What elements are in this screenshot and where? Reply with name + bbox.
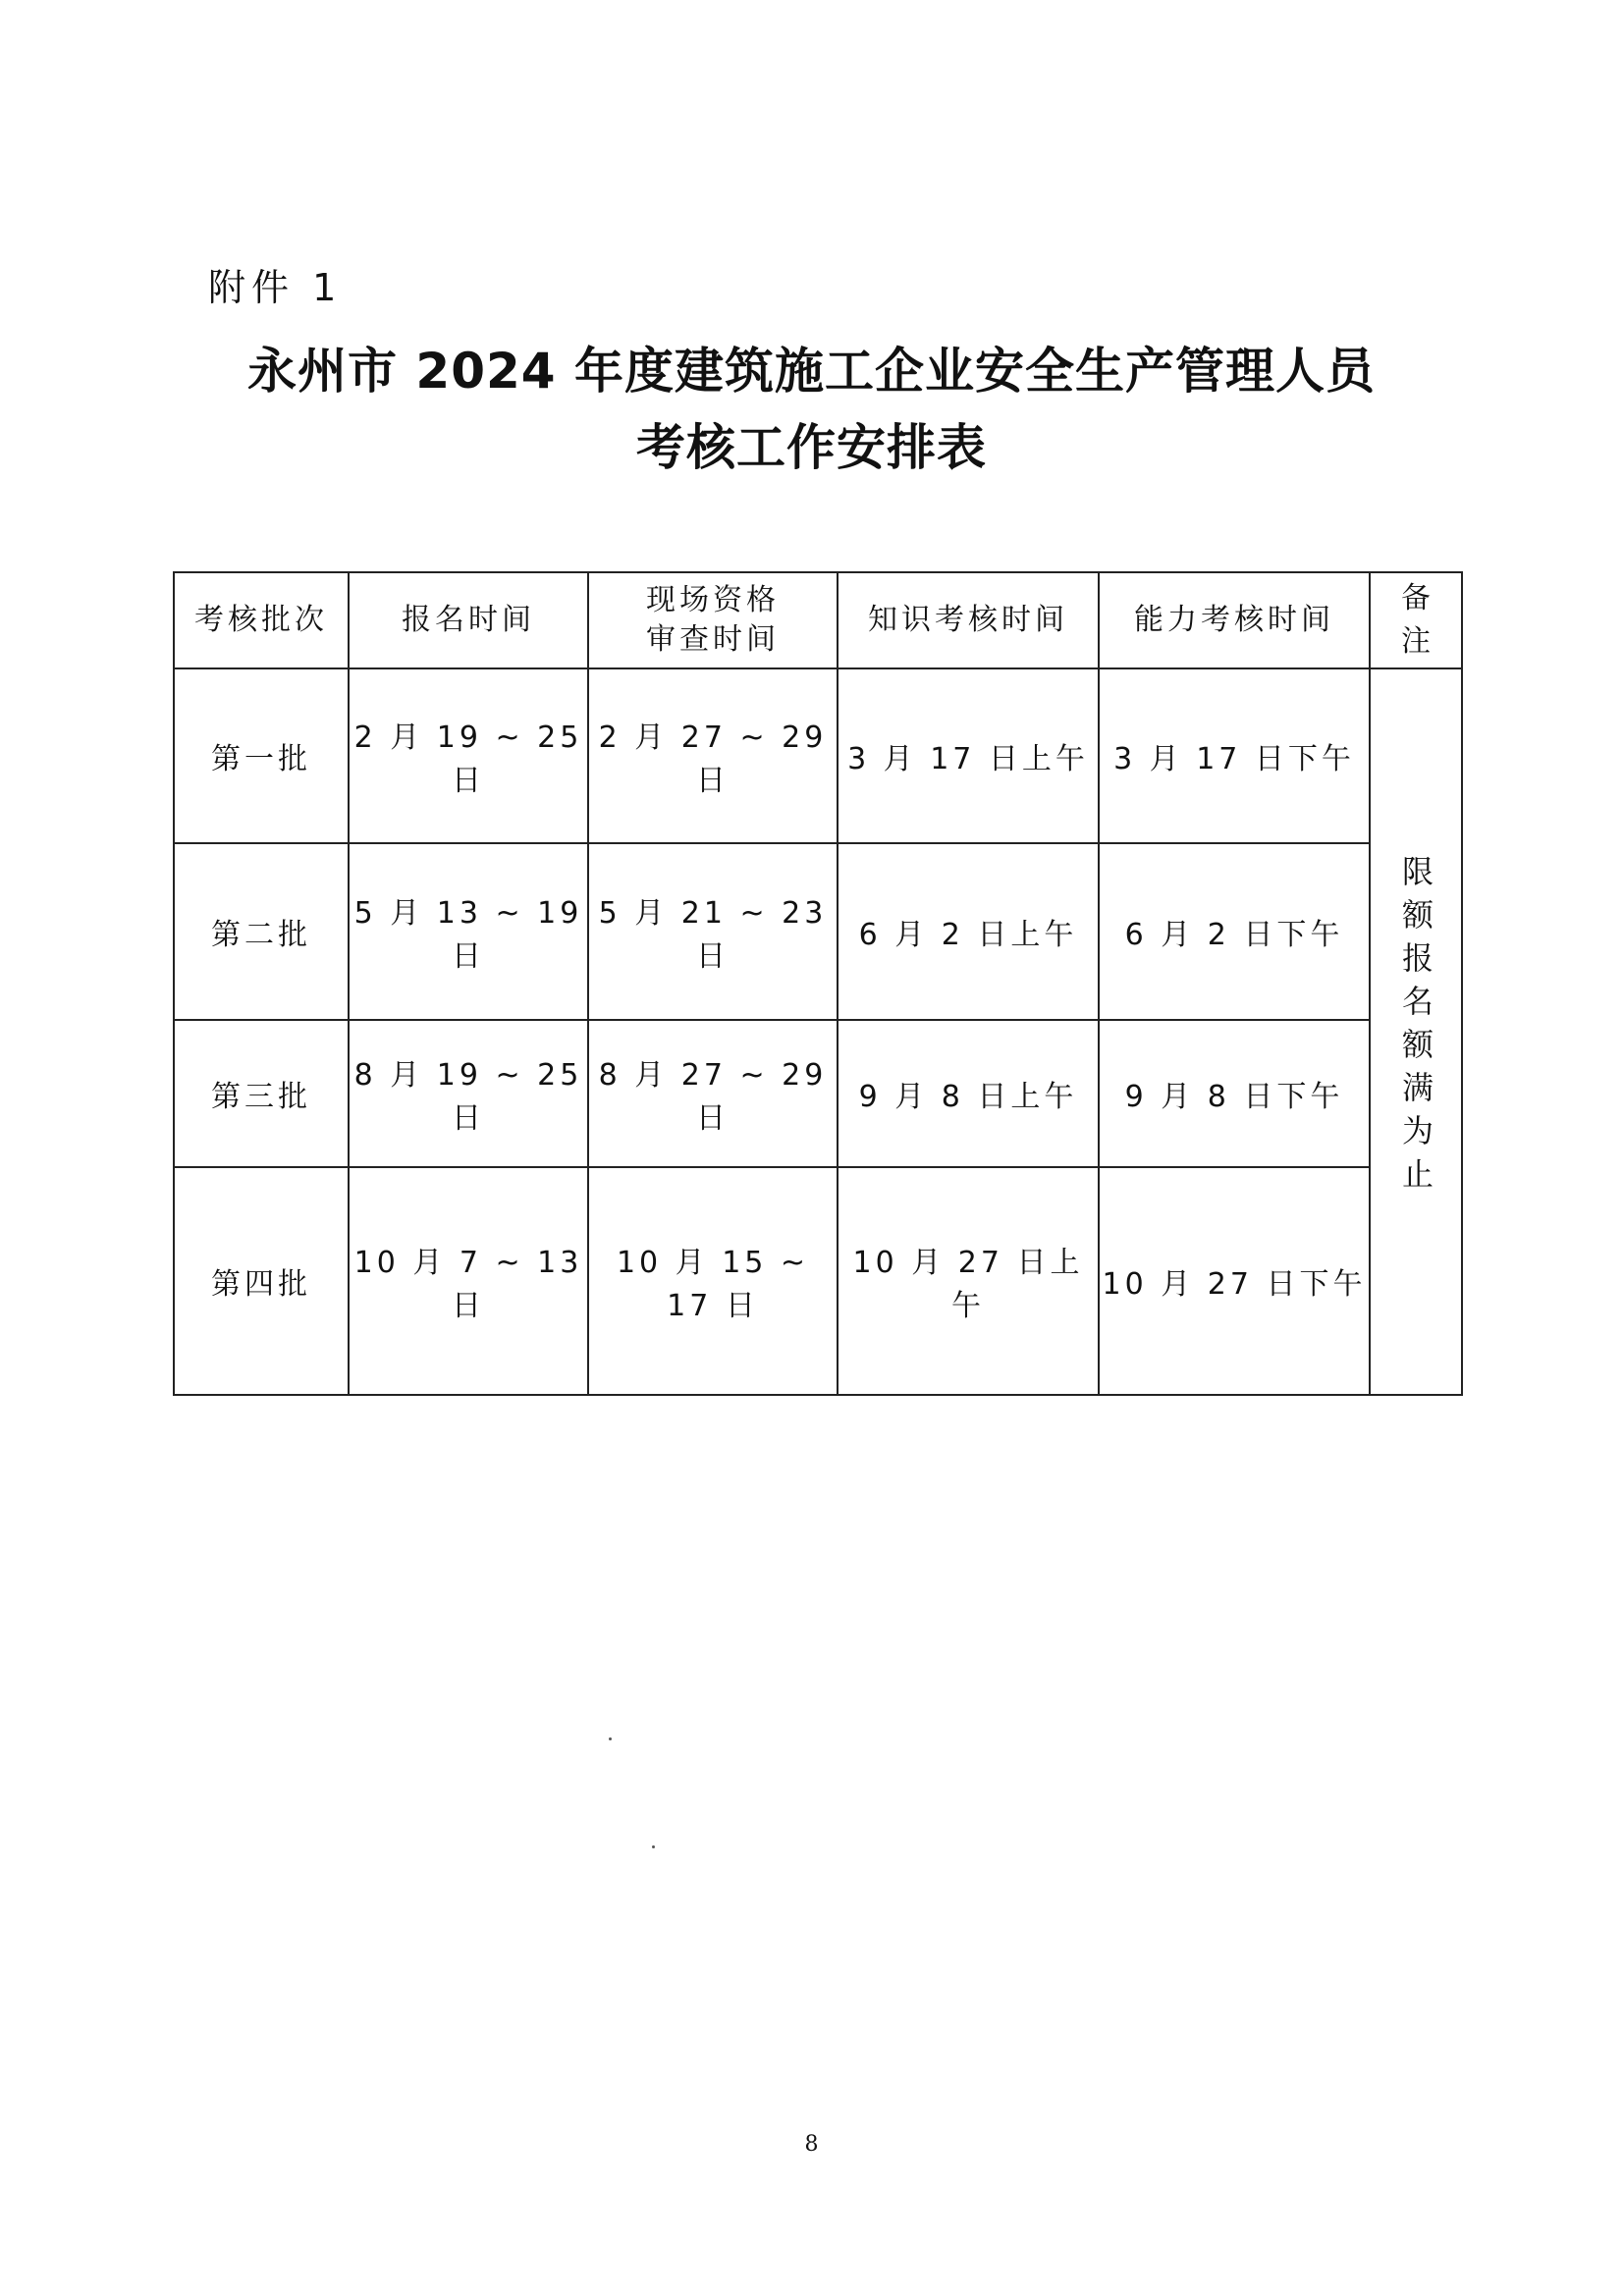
header-onsite-line1: 现场资格 [646, 583, 780, 617]
table-row [174, 1020, 1462, 1167]
table-row [174, 1167, 1462, 1395]
cell-ability: 9 月 8 日下午 [1099, 1020, 1370, 1167]
cell-registration: 10 月 7 ~ 13 日 [349, 1167, 588, 1395]
note-text: 限额报名额满为止 [1397, 855, 1434, 1201]
table-row [174, 668, 1462, 843]
cell-batch: 第一批 [174, 668, 349, 843]
schedule-table [173, 571, 1463, 1396]
header-note [1370, 572, 1462, 668]
header-batch: 考核批次 [174, 572, 349, 668]
cell-batch: 第四批 [174, 1167, 349, 1395]
header-onsite-line2: 审查时间 [646, 622, 780, 657]
cell-note [1370, 668, 1462, 1395]
cell-knowledge: 6 月 2 日上午 [838, 843, 1099, 1020]
cell-onsite: 5 月 21 ~ 23 日 [588, 843, 838, 1020]
attachment-label: 附件 1 [208, 266, 343, 309]
cell-knowledge: 9 月 8 日上午 [838, 1020, 1099, 1167]
header-knowledge: 知识考核时间 [838, 572, 1099, 668]
cell-onsite: 8 月 27 ~ 29 日 [588, 1020, 838, 1167]
document-title-line2: 考核工作安排表 [636, 419, 987, 476]
cell-onsite: 10 月 15 ~ 17 日 [588, 1167, 838, 1395]
cell-ability: 3 月 17 日下午 [1099, 668, 1370, 843]
page-number: 8 [804, 2132, 819, 2157]
cell-registration: 2 月 19 ~ 25 日 [349, 668, 588, 843]
cell-batch: 第三批 [174, 1020, 349, 1167]
table-header-row [174, 572, 1462, 668]
table-row [174, 843, 1462, 1020]
header-registration: 报名时间 [349, 572, 588, 668]
document-title-line1: 永州市 2024 年度建筑施工企业安全生产管理人员 [247, 343, 1376, 400]
cell-registration: 8 月 19 ~ 25 日 [349, 1020, 588, 1167]
cell-ability: 6 月 2 日下午 [1099, 843, 1370, 1020]
header-note-text: 备注 [1401, 581, 1431, 659]
header-ability: 能力考核时间 [1099, 572, 1370, 668]
cell-batch: 第二批 [174, 843, 349, 1020]
cell-knowledge: 10 月 27 日上午 [838, 1167, 1099, 1395]
scan-speck [652, 1845, 655, 1848]
scan-speck [609, 1737, 612, 1740]
cell-registration: 5 月 13 ~ 19 日 [349, 843, 588, 1020]
cell-ability: 10 月 27 日下午 [1099, 1167, 1370, 1395]
cell-onsite: 2 月 27 ~ 29 日 [588, 668, 838, 843]
header-onsite-review [588, 572, 838, 668]
cell-knowledge: 3 月 17 日上午 [838, 668, 1099, 843]
